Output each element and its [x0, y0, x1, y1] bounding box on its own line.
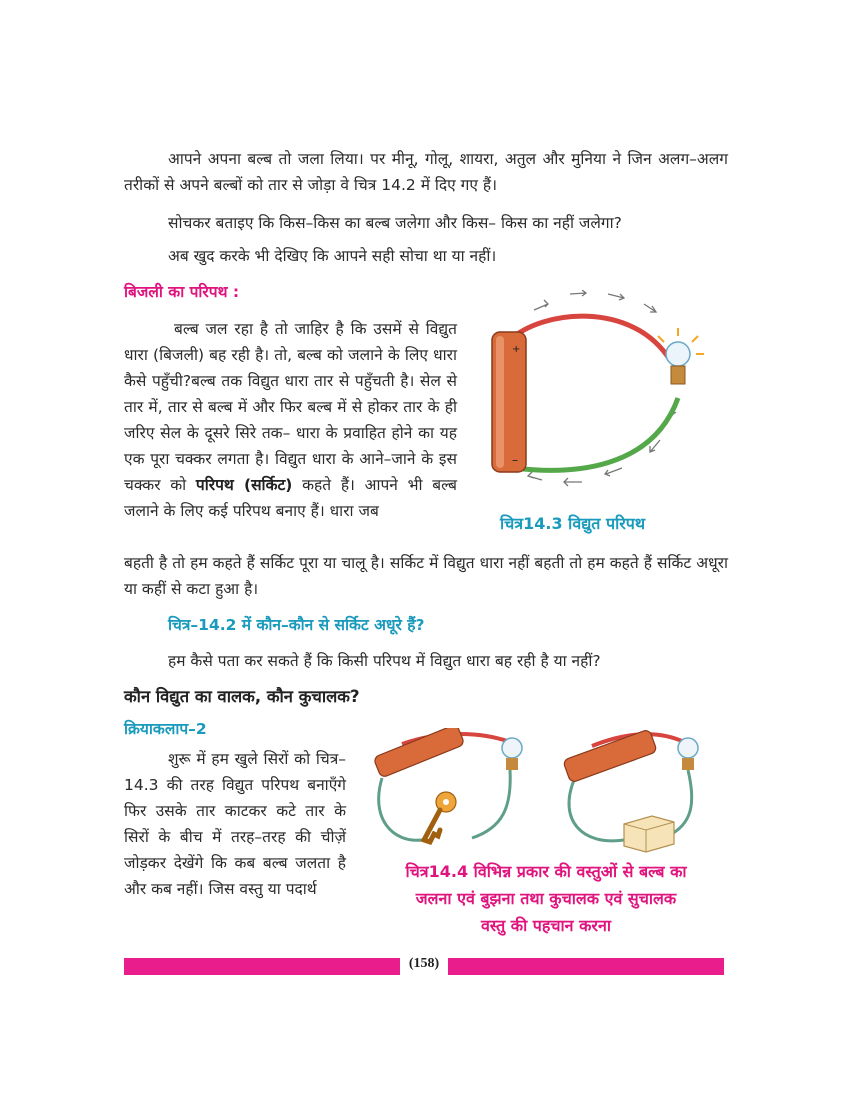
footer-bar-right: [448, 958, 724, 975]
conductor-figure: [362, 728, 722, 858]
circuit-text-after: कहते हैं। आपने भी बल्ब जलाने के लिए कई परिपथ बनाए हैं। धारा जब: [124, 476, 457, 520]
circuit-paragraph: [124, 316, 457, 524]
footer-bar-left: [124, 958, 400, 975]
red-wire: [510, 316, 670, 360]
circuit-figure: [482, 290, 722, 490]
how-to-check-paragraph: हम कैसे पता कर सकते हैं कि किसी परिपथ में विद्युत धारा बह रही है या नहीं?: [168, 652, 601, 670]
battery-cell: [492, 332, 526, 472]
page-number: (158): [408, 956, 440, 971]
circuit-term: परिपथ (सर्किट): [195, 476, 293, 494]
key-icon: [424, 792, 456, 842]
key-circuit: [373, 728, 522, 842]
eraser-block-icon: [624, 816, 674, 852]
intro-paragraph: आपने अपना बल्ब तो जला लिया। पर मीनू, गोलू, शायरा, अतुल और मुनिया ने जिन अलग–अलग तरीकों से अपने बल्बों को तार से जोड़ा वे चित्र 14.2 में दिए गए हैं।: [124, 150, 728, 194]
figure-14-3-caption: चित्र14.3 विद्युत परिपथ: [500, 514, 646, 533]
figure-14-4-caption: [360, 858, 732, 939]
question-paragraph: सोचकर बताइए कि किस–किस का बल्ब जलेगा और किस– किस का नहीं जलेगा?: [168, 214, 622, 232]
activity-paragraph: शुरू में हम खुले सिरों को चित्र– 14.3 की तरह विद्युत परिपथ बनाएँगे फिर उसके तार काटकर कटे तार के सिरों के बीच में तरह–तरह की चीज़ें जोड़कर देखेंगे कि कब बल्ब जलता है और कब नहीं। जिस वस्तु या पदार्थ: [124, 750, 346, 898]
figure-14-4-caption-line2: जलना एवं बुझना तथा कुचालक एवं सुचालक: [415, 889, 677, 908]
activity-label: क्रियाकलाप–2: [124, 720, 207, 738]
section-heading-conductor: कौन विद्युत का वालक, कौन कुचालक?: [124, 687, 360, 706]
question-incomplete-circuits: चित्र–14.2 में कौन–कौन से सर्किट अधूरे हैं?: [168, 616, 425, 634]
figure-14-4-caption-line3: वस्तु की पहचान करना: [480, 916, 611, 935]
circuit-text-before: बल्ब जल रहा है तो जाहिर है कि उसमें से विद्युत धारा (बिजली) बह रही है। तो, बल्ब को जलाने के लिए धारा कैसे पहुँची?बल्ब तक विद्युत धारा तार से पहुँचती है। सेल से तार में, तार से बल्ब में और फिर बल्ब में से होकर तार के ही जरिए सेल के दूसरे सिरे तक– धारा के प्रवाहित होने का यह एक पूरा चक्कर लगता है। विद्युत धारा के आने–जाने के इस चक्कर को: [124, 320, 457, 494]
block-circuit: [563, 729, 698, 852]
svg-text:–: –: [512, 453, 518, 467]
green-wire: [514, 398, 678, 470]
svg-text:+: +: [512, 344, 521, 355]
circuit-continuation: बहती है तो हम कहते हैं सर्किट पूरा या चालू है। सर्किट में विद्युत धारा नहीं बहती तो हम कहते हैं सर्किट अधूरा या कहीं से कटा हुआ है।: [124, 554, 728, 598]
figure-14-4-caption-line1: चित्र14.4 विभिन्न प्रकार की वस्तुओं से बल्ब का: [405, 862, 687, 881]
check-paragraph: अब खुद करके भी देखिए कि आपने सही सोचा था या नहीं।: [168, 247, 497, 265]
section-heading-circuit: बिजली का परिपथ :: [124, 283, 240, 301]
